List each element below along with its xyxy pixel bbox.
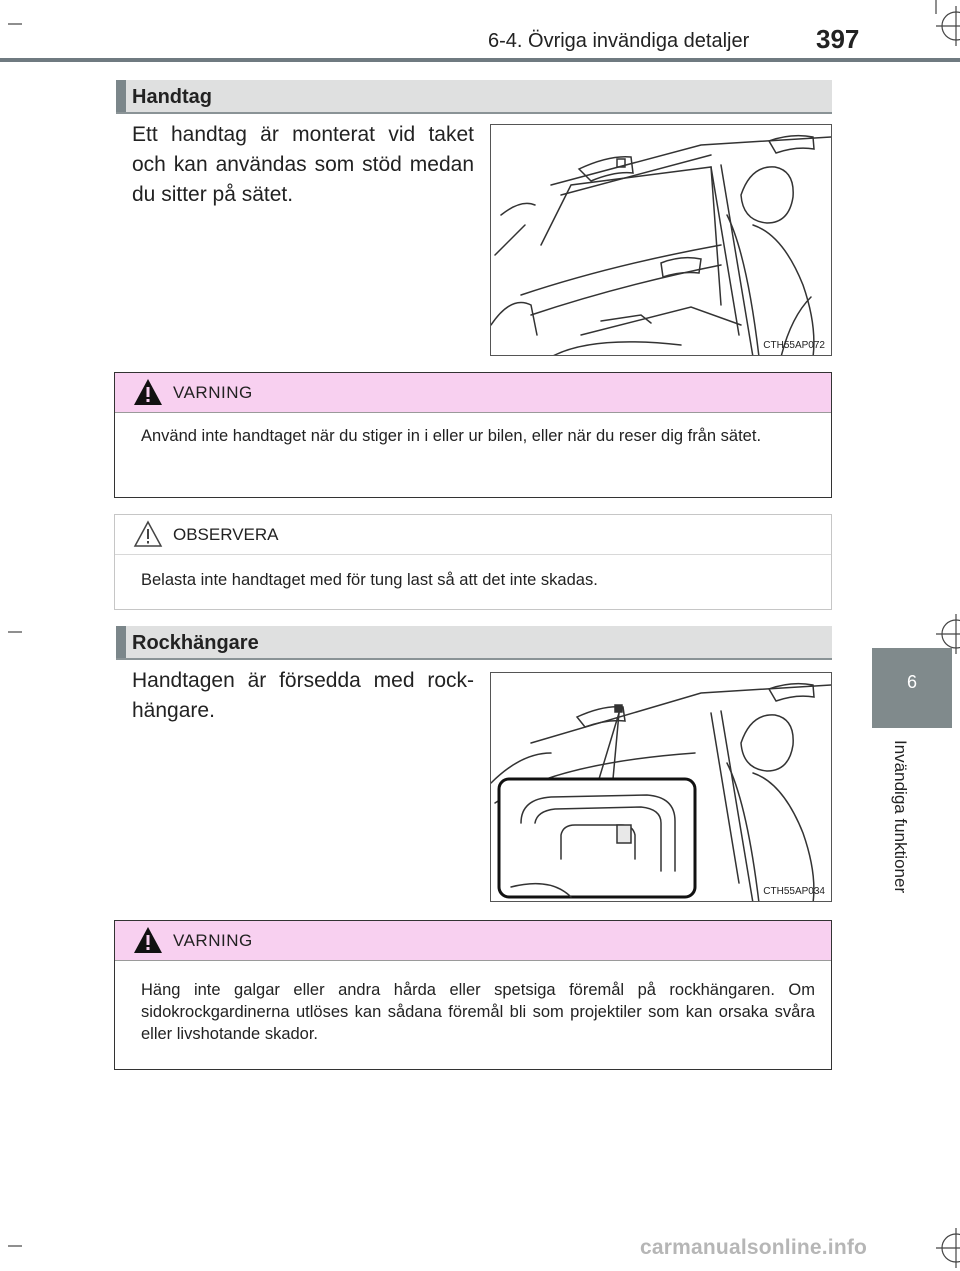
notice-box xyxy=(114,514,832,610)
chapter-tab: 6 xyxy=(872,648,952,728)
notice-text: Belasta inte handtaget med för tung last så att det inte skadas. xyxy=(141,571,598,589)
section-body-text: Handtagen är försedda med rock-hängare. xyxy=(132,669,474,722)
section-body-text: Ett handtag är monterat vid taket och kan användas som stöd medan du sitter på sätet. xyxy=(132,123,474,206)
page-number: 397 xyxy=(816,24,860,54)
chapter-tab-label: Invändiga funktioner xyxy=(891,740,910,894)
car-interior-drawing xyxy=(491,125,832,356)
illustration-code: CTH55AP034 xyxy=(763,886,825,897)
warning-box xyxy=(114,372,832,498)
section-marker xyxy=(116,80,126,112)
warning-triangle-icon xyxy=(133,378,163,406)
warning-triangle-icon xyxy=(133,926,163,954)
section-header-handtag xyxy=(116,80,832,114)
section-heading: Rockhängare xyxy=(132,632,259,654)
notice-label: OBSERVERA xyxy=(173,525,279,544)
caution-triangle-icon xyxy=(133,520,163,548)
running-header-title: 6-4. Övriga invändiga detaljer xyxy=(488,30,750,52)
coat-hook-illustration xyxy=(490,672,832,902)
section-header-rockhangare xyxy=(116,626,832,660)
warning-label: VARNING xyxy=(173,383,253,402)
warning-text: Häng inte galgar eller andra hårda eller spetsiga föremål på rockhängaren. Om sidokrockgardinerna utlöses kan sådana föremål bli som projektiler som kan orsaka svåra eller livshotande skador. xyxy=(141,981,815,1043)
header-rule xyxy=(0,58,960,62)
grab-handle-illustration xyxy=(490,124,832,356)
warning-header xyxy=(115,373,831,413)
coat-hook-drawing xyxy=(491,673,832,902)
illustration-code: CTH55AP072 xyxy=(763,340,825,351)
warning-text: Använd inte handtaget när du stiger in i eller ur bilen, eller när du reser dig från sätet. xyxy=(141,427,762,445)
warning-label: VARNING xyxy=(173,931,253,950)
section-heading: Handtag xyxy=(132,86,212,108)
warning-header xyxy=(115,921,831,961)
section-marker xyxy=(116,626,126,658)
notice-header xyxy=(115,515,831,555)
watermark: carmanualsonline.info xyxy=(640,1236,868,1259)
warning-box xyxy=(114,920,832,1070)
